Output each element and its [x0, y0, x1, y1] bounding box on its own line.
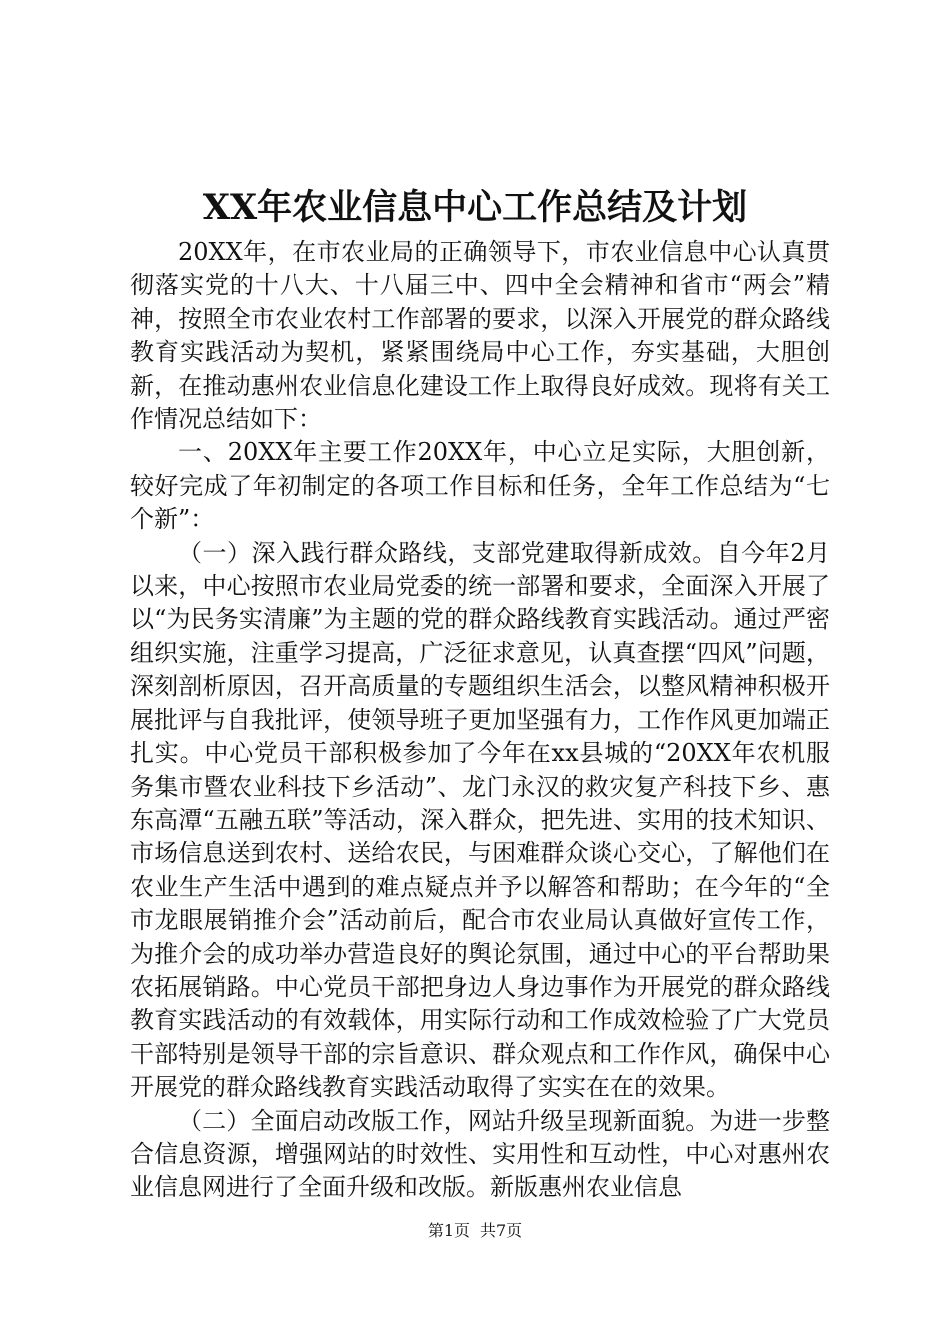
paragraph-section-one: 一、20XX年主要工作20XX年，中心立足实际，大胆创新，较好完成了年初制定的各项工作目标和任务，全年工作总结为“七个新”：: [130, 438, 830, 534]
page-number: 第1页: [427, 1221, 470, 1240]
paragraph-intro: 20XX年，在市农业局的正确领导下，市农业信息中心认真贯彻落实党的十八大、十八届三中、四中全会精神和省市“两会”精神，按照全市农业农村工作部署的要求，以深入开展党的群众路线教育实践活动为契机，紧紧围绕局中心工作，夯实基础，大胆创新，在推动惠州农业信息化建设工作上取得良好成效。现将有关工作情况总结如下：: [130, 238, 830, 434]
page-total: 共7页: [480, 1221, 523, 1240]
document-body: [130, 236, 830, 1205]
paragraph-item-one: （一）深入践行群众路线，支部党建取得新成效。自今年2月以来，中心按照市农业局党委的统一部署和要求，全面深入开展了以“为民务实清廉”为主题的党的群众路线教育实践活动。通过严密组织实施，注重学习提高，广泛征求意见，认真查摆“四风”问题，深刻剖析原因，召开高质量的专题组织生活会，以整风精神积极开展批评与自我批评，使领导班子更加坚强有力，工作作风更加端正扎实。中心党员干部积极参加了今年在xx县城的“20XX年农机服务集市暨农业科技下乡活动”、龙门永汉的救灾复产科技下乡、惠东高潭“五融五联”等活动，深入群众，把先进、实用的技术知识、市场信息送到农村、送给农民，与困难群众谈心交心，了解他们在农业生产生活中遇到的难点疑点并予以解答和帮助；在今年的“全市龙眼展销推介会”活动前后，配合市农业局认真做好宣传工作，为推介会的成功举办营造良好的舆论氛围，通过中心的平台帮助果农拓展销路。中心党员干部把身边人身边事作为开展党的群众路线教育实践活动的有效载体，用实际行动和工作成效检验了广大党员干部特别是领导干部的宗旨意识、群众观点和工作作风，确保中心开展党的群众路线教育实践活动取得了实实在在的效果。: [130, 538, 830, 1102]
page-footer: [0, 1220, 950, 1242]
paragraph-item-two: （二）全面启动改版工作，网站升级呈现新面貌。为进一步整合信息资源，增强网站的时效性、实用性和互动性，中心对惠州农业信息网进行了全面升级和改版。新版惠州农业信息: [130, 1106, 830, 1202]
document-title: XX年农业信息中心工作总结及计划: [202, 187, 748, 228]
